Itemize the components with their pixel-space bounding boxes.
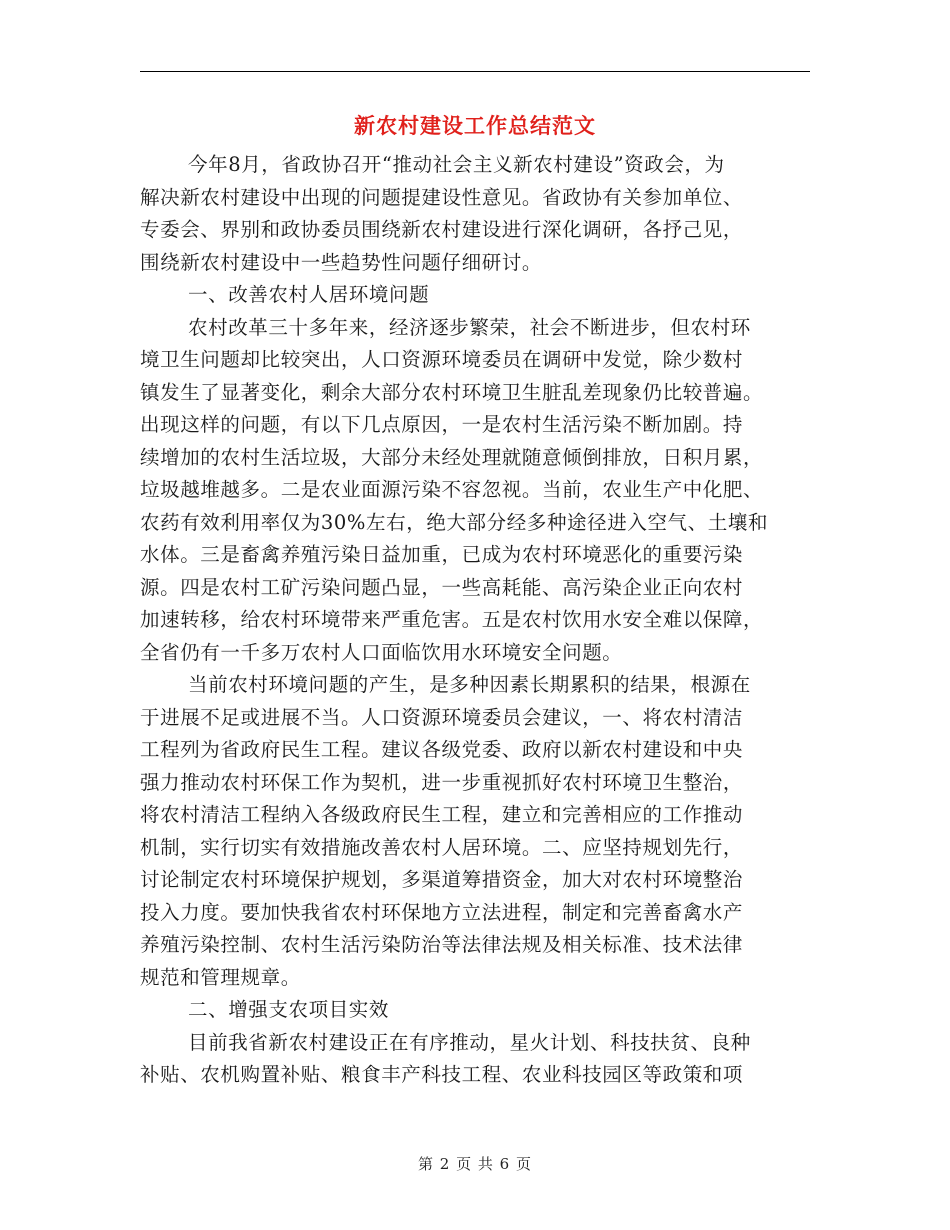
text-line: 补贴、农机购置补贴、粮食丰产科技工程、农业科技园区等政策和项 xyxy=(140,1063,744,1086)
text-line: 围绕新农村建设中一些趋势性问题仔细研讨。 xyxy=(140,250,543,274)
text-line: 今年8月，省政协召开“推动社会主义新农村建设”资政会，为 xyxy=(188,153,725,176)
text-line: 投入力度。要加快我省农村环保地方立法进程，制定和完善畜禽水产 xyxy=(140,900,744,924)
document-title: 新农村建设工作总结范文 xyxy=(354,113,596,138)
text-line: 一、改善农村人居环境问题 xyxy=(188,283,430,306)
text-line: 解决新农村建设中出现的问题提建设性意见。省政协有关参加单位、 xyxy=(140,185,744,209)
document-body xyxy=(140,149,812,1092)
text-line: 目前我省新农村建设正在有序推动，星火计划、科技扶贫、良种 xyxy=(188,1030,751,1054)
text-line: 全省仍有一千多万农村人口面临饮用水环境安全问题。 xyxy=(140,640,623,664)
page-footer: 第 2 页 共 6 页 xyxy=(418,1155,532,1173)
text-line: 境卫生问题却比较突出，人口资源环境委员在调研中发觉，除少数村 xyxy=(140,348,744,371)
text-line: 二、增强支农项目实效 xyxy=(188,998,390,1021)
text-line: 将农村清洁工程纳入各级政府民生工程，建立和完善相应的工作推动 xyxy=(140,803,744,826)
text-line: 出现这样的问题，有以下几点原因，一是农村生活污染不断加剧。持 xyxy=(140,413,744,436)
text-line: 水体。三是畜禽养殖污染日益加重，已成为农村环境恶化的重要污染 xyxy=(140,543,744,566)
text-line: 讨论制定农村环境保护规划，多渠道筹措资金，加大对农村环境整治 xyxy=(140,868,744,891)
text-line: 规范和管理规章。 xyxy=(140,965,301,989)
text-line: 农村改革三十多年来，经济逐步繁荣，社会不断进步，但农村环 xyxy=(188,315,751,339)
text-line: 源。四是农村工矿污染问题凸显，一些高耗能、高污染企业正向农村 xyxy=(140,575,744,599)
text-line: 专委会、界别和政协委员围绕新农村建设进行深化调研，各抒己见， xyxy=(140,218,744,241)
text-line: 机制，实行切实有效措施改善农村人居环境。二、应坚持规划先行， xyxy=(140,835,744,859)
text-line: 农药有效利用率仅为30%左右，绝大部分经多种途径进入空气、土壤和 xyxy=(140,510,769,534)
text-line: 工程列为省政府民生工程。建议各级党委、政府以新农村建设和中央 xyxy=(140,738,744,761)
text-line: 强力推动农村环保工作为契机，进一步重视抓好农村环境卫生整治， xyxy=(140,770,744,794)
text-line: 镇发生了显著变化，剩余大部分农村环境卫生脏乱差现象仍比较普遍。 xyxy=(140,380,764,404)
text-line: 垃圾越堆越多。二是农业面源污染不容忽视。当前，农业生产中化肥、 xyxy=(140,478,764,501)
header-rule xyxy=(140,71,810,72)
text-line: 养殖污染控制、农村生活污染防治等法律法规及相关标准、技术法律 xyxy=(140,933,744,956)
text-line: 于进展不足或进展不当。人口资源环境委员会建议，一、将农村清洁 xyxy=(140,705,744,729)
text-line: 加速转移，给农村环境带来严重危害。五是农村饮用水安全难以保障， xyxy=(140,608,764,631)
text-line: 续增加的农村生活垃圾，大部分未经处理就随意倾倒排放，日积月累， xyxy=(140,445,764,469)
text-line: 当前农村环境问题的产生，是多种因素长期累积的结果，根源在 xyxy=(188,673,751,696)
